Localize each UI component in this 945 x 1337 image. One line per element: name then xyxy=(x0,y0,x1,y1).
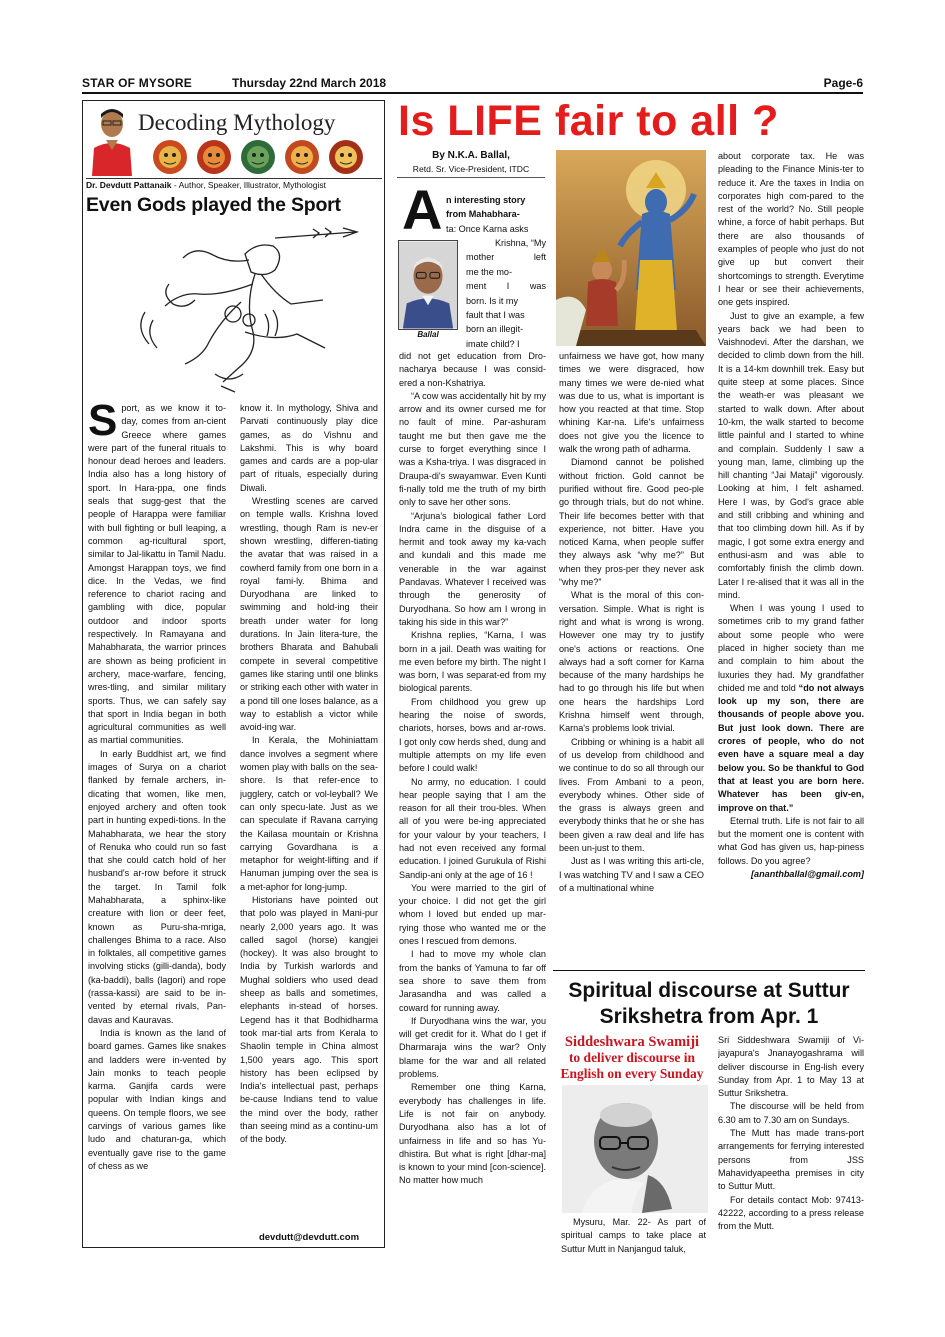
main-col1-p: If Duryodhana wins the war, you will get credit for it. What do I get if Dharmaraja wins the war? Only blame for the war and all related problems. xyxy=(399,1015,546,1080)
spiritual-right-p: For details contact Mob: 97413-42222, according to a press release from the Mutt. xyxy=(718,1194,864,1232)
main-col1-p: You were married to the girl of your choice. I did not get the girl whom I loved but ended up mar-rying those who wanted me or the ones I rescued from demons. xyxy=(399,882,546,947)
main-col1-p: did not get education from Dro-nacharya because I was consid-ered a non-Kshatriya. xyxy=(399,351,546,388)
author-credit xyxy=(86,178,382,190)
ballal-photo xyxy=(398,240,458,330)
main-col2-p: Just as I was writing this arti-cle, I was watching TV and I saw a CEO of a multinational whine xyxy=(559,856,704,893)
intro-line: imate child? I xyxy=(466,338,520,349)
main-col2-p: unfairness we have got, how many times we were disgraced, how many times we were de-nied what was due to us, what is important is how you reacted at that time. Stop whining Kar-na. Life's unfairness does not give you the licence to walk the wrong path of adharma. xyxy=(559,351,704,455)
god-archer-sketch xyxy=(125,224,365,400)
intro-line: n interesting story xyxy=(446,195,526,205)
left-col1-p1: port, as we know it to-day, comes from an-cient Greece where games were part of the funeral rituals to honour dead heroes and leaders. India also has a long history of sport. In Hara-ppa, one finds seals that sugg-gest that the people of Harappa were familiar with bull fighting or bull leaping, a common ag-ricultural sport, similar to Jal-likattu in Tamil Nadu. Amongst Harappan toys, we find dice. In the Vedas, we find reference to chariot racing and gambling with dice, popular outdoor and indoor sports respectively. In Ramayana and Mahabharata, the warrior princes are shown as being proficient in archery, mace-warfare, fencing, wres-tling, and similar military sports. Thus, we can safely say that sport in India began in both agricultural communities as well as martial communities. xyxy=(88,403,226,746)
main-col1-p: “A cow was accidentally hit by my arrow and its owner cursed me for no fault of mine. Par-ashuram taught me but then gave me the curse to forget everything since I was a Ksha-triya. I was disgraced in Draupa-di's swayamwar. Even Kunti fi-nally told me the truth of my birth only to save her other sons. xyxy=(399,390,546,508)
page-number: Page-6 xyxy=(823,76,863,90)
intro-line: fault that I was xyxy=(466,310,525,321)
intro-line: from Mahabhara- xyxy=(446,209,520,220)
grandfather-quote: “do not always look up my son, there are thousands of people above you. But just look down. There are crores of people, who do not even have a square meal a day below you. So be thankful to God that at least you are born here. Whatever has been giv-en, improve on that.” xyxy=(718,682,864,813)
intro-line: ment I was xyxy=(466,281,546,292)
spiritual-right-p: The Mutt has made trans-port arrangements for ferrying interested persons from JSS Mahavidyapeetha premises in city to Suttur Mutt. xyxy=(718,1128,864,1192)
mythology-masks-icon xyxy=(150,138,370,176)
left-author-email: devdutt@devdutt.com xyxy=(258,1232,360,1243)
spiritual-headline xyxy=(553,978,865,1030)
spiritual-left-text xyxy=(561,1216,706,1262)
main-col2-p: Cribbing or whining is a habit all of us develop from childhood and we continue to do so all through our lives. From Ambani to a peon, everybody whines. Other side of the grass is always green and everybody thinks that he or she has been given a raw deal and life has been un-just to them. xyxy=(559,736,704,853)
left-col2-p1: know it. In mythology, Shiva and Parvati continuously play dice games, as do Vishnu and Lakshmi. This is why board games and cards are a pop-ular part of rituals, especially during Diwali. xyxy=(240,403,378,493)
spiritual-subhead xyxy=(556,1034,708,1082)
main-col3-p: Eternal truth. Life is not fair to all but the moment one is content with what God has given us, hap-piness follows. Do you agree? xyxy=(718,815,864,866)
main-col1-p: Krishna replies, “Karna, I was born in a jail. Death was waiting for me even before my birth. The night I was born, I was separat-ed from my biological parents. xyxy=(399,630,546,694)
swamiji-photo xyxy=(562,1085,708,1213)
left-article-col2 xyxy=(240,402,378,1232)
intro-line: born. Is it my xyxy=(466,295,519,306)
main-col1-p: Remember one thing Karna, everybody has challenges in life. Life is not fair on anybody. Duryodhana also has a lot of unfairness in life and so has Yu-dhistira. But what is right [dhar-ma] is known to your mind [con-science]. No matter how much xyxy=(399,1082,546,1186)
header-rule xyxy=(82,92,863,94)
intro-line: ta: Once Karna asks xyxy=(446,223,529,234)
ballal-photo-caption: Ballal xyxy=(417,330,439,339)
main-col1 xyxy=(399,350,546,1262)
issue-date: Thursday 22nd March 2018 xyxy=(232,76,387,90)
spiritual-left-p: Mysuru, Mar. 22- As part of spiritual camps to take place at Suttur Mutt in Nanjangud taluk, xyxy=(561,1217,706,1254)
spiritual-right-p: The discourse will be held from 6.30 am to 7.30 am on Sundays. xyxy=(718,1101,864,1125)
intro-line: mother left xyxy=(466,252,546,263)
main-col3-p: When I was young I used to sometimes crib to my grand father about some people who were placed in higher society than me and complain to him about the luxuries they had. My grandfather chided me and told xyxy=(718,603,864,693)
left-article-col1 xyxy=(88,402,226,1246)
intro-line: me the mo- xyxy=(466,266,512,277)
spiritual-subhead-line: to deliver discourse in xyxy=(568,1050,696,1065)
column-title: Decoding Mythology xyxy=(138,110,336,135)
main-dropcap: A xyxy=(402,178,443,241)
main-col3-p: about corporate tax. He was pleading to the Finance Minis-ter to reduce it. Are the taxes in India on corporates high com-pared to the rest of the world? No. Still people whine, a force of habit perhaps. But there are also thousands of examples of people who just do not give up but convert their shortcomings to strength. Everytime I hear or see their achievements, one gets inspired. xyxy=(718,151,864,308)
main-col3 xyxy=(718,150,864,952)
main-author-email: [ananthballal@gmail.com] xyxy=(751,869,864,880)
spiritual-rule xyxy=(553,970,865,971)
spiritual-right-text xyxy=(718,1034,864,1262)
main-col2 xyxy=(559,350,704,964)
intro-line: born an illegit- xyxy=(466,324,524,335)
main-col2-p: What is the moral of this con-versation. Simple. What is right is right and what is wrong is wrong. However one may try to justify one's actions or reactions. One always had a soft corner for Karna because of the many hardships he had to go through his life but when one hears the hardships Lord Krishna himself went through, Karna's problems look trivial. xyxy=(559,590,704,734)
krishna-arjuna-painting xyxy=(556,150,706,346)
author-description: - Author, Speaker, Illustrator, Mythologist xyxy=(171,180,326,190)
main-col1-p: “Arjuna's biological father Lord Indra came in the disguise of a hermit and took away my ka-vach and kundali and this made me venerable in the war against Pandavas. Whatever I received was through the generosity of Duryodhana. So how am I wrong in taking his side in this war?” xyxy=(399,510,546,627)
main-col1-p: I had to move my whole clan from the banks of Yamuna to far off sea shore to save them from Jarasandha and was called a coward for running away. xyxy=(399,949,546,1013)
byline: By N.K.A. Ballal, xyxy=(432,150,510,161)
left-col1-p2: In early Buddhist art, we find images of Surya on a chariot flanked by female archers, in-dicating that women, like men, enjoyed archery and often took part in hunting expedi-tions. In the Mahabharata, we hear the story of Renuka who could run so fast that she could catch hold of her husband's ar-row before it struck the target. In Tamil folk Mahabharata, a sphinx-like creature with lion or deer feet, known as Puru-sha-mriga, challenges Bhima to a race. Also in folktales, all competitive games involving sticks (gilli-danda), body (ka-baddi), balls (lagori) and rope (rassa-kassi) are said to be in-vented by eternal rivals, Pan-davas and Kauravas. xyxy=(88,748,226,1025)
left-dropcap: S xyxy=(88,402,118,445)
spiritual-right-p: Sri Siddeshwara Swamiji of Vi-jayapura's Jnanayogashrama will deliver discourse in Eng-lish every Sunday from Apr. 1 to May 13 at Suttur Srikshetra. xyxy=(718,1035,864,1099)
spiritual-subhead-line: English on every Sunday xyxy=(560,1066,704,1081)
publication-name: STAR OF MYSORE xyxy=(82,76,192,90)
spiritual-subhead-line: Siddeshwara Swamiji xyxy=(564,1034,700,1050)
main-col1-p: No army, no education. I could hear people saying that I am the reason for all their trou-bles. When all of you were be-ing appreciated for your valour by your teachers, I had not even received any formal education. I joined Gurukula of Rishi Sandip-ani only at the age of 16 ! xyxy=(399,776,546,880)
left-col2-p3: In Kerala, the Mohiniattam dance involves a segment where women play with balls on the sea-shore. Is that refer-ence to jugglery, catch or vol-leyball? We can only specu-late. Just as we can speculate if Ravana carrying the Kailasa mountain or Krishna carrying Govardhana is a metaphor for weight-lifting and if Hanuman jumping over the sea is a met-aphor for long-jump. xyxy=(240,735,378,892)
page-header xyxy=(82,76,863,92)
intro-line: Krishna, “My xyxy=(494,238,546,248)
main-col2-p: Diamond cannot be polished without friction. Gold cannot be purified without fire. Good peo-ple go through trials, but do not whine. Their life becomes better with that experience, not bitter. Have you noticed Karna, when people suffer they always ask “why me?” But when they pros-per they never ask “why me?” xyxy=(559,457,704,588)
main-headline: Is LIFE fair to all ? xyxy=(398,97,779,145)
main-intro-top xyxy=(446,193,546,236)
author-name: Dr. Devdutt Pattanaik xyxy=(86,180,172,190)
left-col1-p3: India is known as the land of board games. Games like snakes and ladders were in-vented by Jain monks to teach people karma. Ganjifa cards were popular with Indian kings and queens. On temple floors, we see carvings of various games like ludo and chaturan-ga, which eventually gave rise to the game of chess as we xyxy=(88,1027,226,1171)
main-col3-p: Just to give an example, a few years back we had been to Vaishnodevi. After the darshan, we decided to climb down from the hill. It is a 14-km downhill trek. Easy but quite steep at some places. Since the weath-er was pleasant we started to walk down. After about 10-km, the walk started to become little painful and I started to whine and complain. Suddenly I saw a young man, lame, climbing up the hill chanting “Jai Mataji” vigorously. Looking at him, I felt ashamed. Here I was, by God's grace able and still cribbing and whining and that too climbing down hill. As if by magic, I got some extra energy and enthusi-asm and was able to comfortably finish the climb down. Later I re-alised that it was all in the mind. xyxy=(718,310,864,600)
spiritual-headline-line2: Srikshetra from Apr. 1 xyxy=(599,1005,819,1028)
spiritual-headline-line1: Spiritual discourse at Suttur xyxy=(568,979,850,1002)
author-photo xyxy=(88,104,136,176)
left-col2-p4: Historians have pointed out that polo was played in Mani-pur nearly 2,000 years ago. It was called sagol (horse) kangjei (hockey). It was also brought to India by Turkish warlords and Mughal soldiers who used dead sheep as balls and sometimes, elephants in-stead of horses. Legend has it that Bodhidharma took mar-tial arts from Kerala to Shaolin temple in China almost 1,500 years ago. This sport history has been eclipsed by India's intellectual past, perhaps be-cause Indians tend to value the mind over the body, rather than seeing mind as a continu-um of the body. xyxy=(240,894,378,1145)
main-intro-side xyxy=(466,236,546,351)
left-article-headline: Even Gods played the Sport xyxy=(86,194,341,216)
left-col2-p2: Wrestling scenes are carved on temple walls. Krishna loved wrestling, though Ram is nev-er shown wrestling, differen-tiating the avatar that was raised in a cowherd family from one born in a royal fami-ly. Bhima and Duryodhana are linked to swimming and hold-ing their breath under water for long durations. In Jain litera-ture, the brothers Bharata and Bahubali compete in several competitive games like staring until one blinks or striking each other with water in a pond till one loses balance, as a way to establish a victor while avoid-ing war. xyxy=(240,496,378,733)
main-col1-p: From childhood you grew up hearing the noise of swords, chariots, horses, bows and ar-rows. I got only cow herds shed, dung and multiple attempts on my life even before I could walk! xyxy=(399,696,546,774)
byline-title: Retd. Sr. Vice-President, ITDC xyxy=(412,164,530,174)
